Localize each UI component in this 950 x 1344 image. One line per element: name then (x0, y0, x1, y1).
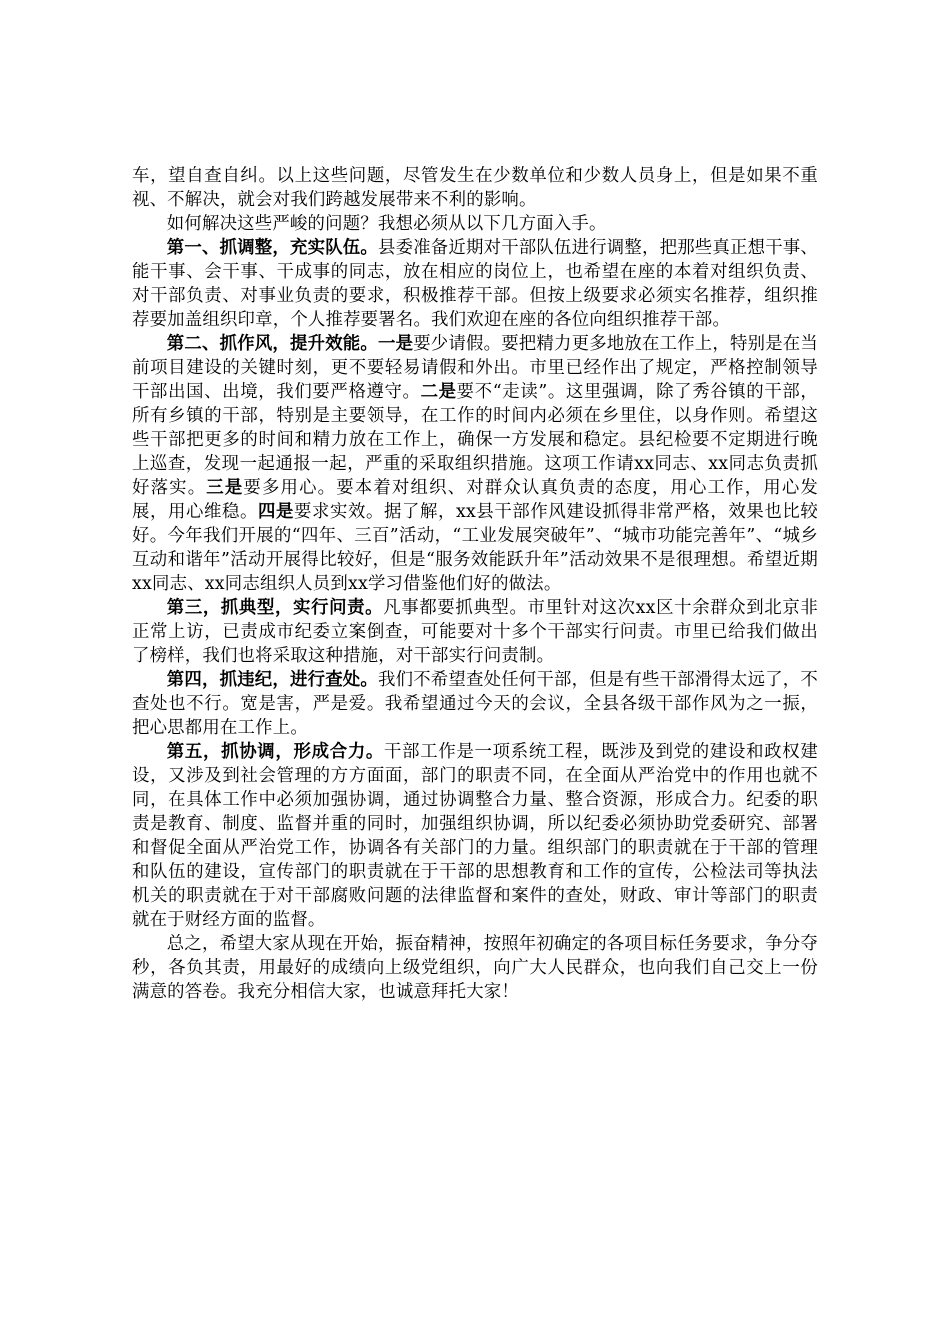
paragraph-point-two (132, 332, 818, 596)
subpoint-2-label: 二是 (420, 382, 457, 402)
paragraph-continuation: 车，望自查自纠。以上这些问题，尽管发生在少数单位和少数人员身上，但是如果不重视、不解决，就会对我们跨越发展带来不利的影响。 (132, 166, 818, 210)
point-three-heading: 第三，抓典型，实行问责。 (166, 598, 384, 618)
paragraph-point-one (132, 236, 818, 332)
point-four-heading: 第四，抓违纪，进行查处。 (166, 670, 378, 690)
point-two-heading: 第二、抓作风，提升效能。 (166, 334, 378, 354)
point-one-heading: 第一、抓调整，充实队伍。 (166, 238, 378, 258)
document-body (132, 164, 818, 1004)
subpoint-4-label: 四是 (258, 502, 294, 522)
paragraph-point-three (132, 596, 818, 668)
paragraph-point-four (132, 668, 818, 740)
subpoint-3-label: 三是 (206, 478, 244, 498)
paragraph-question: 如何解决这些严峻的问题？我想必须从以下几方面入手。 (166, 214, 607, 234)
subpoint-2-text: 要不“走读”。这里强调，除了秀谷镇的干部，所有乡镇的干部，特别是主要领导，在工作的时间内必须在乡里住，以身作则。希望这些干部把更多的时间和精力放在工作上，确保一方发展和稳定。县纪检要不定期进行晚上巡查，发现一起通报一起，严重的采取组织措施。这项工作请xx同志、xx同志负责抓好落实。 (132, 382, 818, 498)
subpoint-3-text: 要多用心。要本着对组织、对群众认真负责的态度，用心工作，用心发展，用心维稳。 (132, 478, 818, 522)
point-five-text: 干部工作是一项系统工程，既涉及到党的建设和政权建设，又涉及到社会管理的方方面面，部门的职责不同，在全面从严治党中的作用也就不同，在具体工作中必须加强协调，通过协调整合力量、整合资源，形成合力。纪委的职责是教育、制度、监督并重的同时，加强组织协调，所以纪委必须协助党委研究、部署和督促全面从严治党工作，协调各有关部门的力量。组织部门的职责就在于干部的管理和队伍的建设，宣传部门的职责就在于干部的思想教育和工作的宣传，公检法司等执法机关的职责就在于对干部腐败问题的法律监督和案件的查处，财政、审计等部门的职责就在于财经方面的监督。 (132, 742, 818, 930)
subpoint-1-label: 一是 (378, 334, 414, 354)
subpoint-4-text: 要求实效。据了解，xx县干部作风建设抓得非常严格，效果也比较好。今年我们开展的“四年、三百”活动，“工业发展突破年”、“城市功能完善年”、“城乡互动和谐年”活动开展得比较好，但是“服务效能跃升年”活动效果不是很理想。希望近期xx同志、xx同志组织人员到xx学习借鉴他们好的做法。 (132, 502, 818, 594)
paragraph-point-five (132, 740, 818, 932)
point-one-text: 县委准备近期对干部队伍进行调整，把那些真正想干事、能干事、会干事、干成事的同志，放在相应的岗位上，也希望在座的本着对组织负责、对干部负责、对事业负责的要求，积极推荐干部。但按上级要求必须实名推荐，组织推荐要加盖组织印章，个人推荐要署名。我们欢迎在座的各位向组织推荐干部。 (132, 238, 818, 330)
point-four-text: 我们不希望查处任何干部，但是有些干部滑得太远了，不查处也不行。宽是害，严是爱。我希望通过今天的会议，全县各级干部作风为之一振，把心思都用在工作上。 (132, 670, 818, 738)
paragraph-conclusion: 总之，希望大家从现在开始，振奋精神，按照年初确定的各项目标任务要求，争分夺秒，各负其责，用最好的成绩向上级党组织，向广大人民群众，也向我们自己交上一份满意的答卷。我充分相信大家，也诚意拜托大家！ (132, 934, 818, 1002)
subpoint-1-text: 要少请假。要把精力更多地放在工作上，特别是在当前项目建设的关键时刻，更不要轻易请假和外出。市里已经作出了规定，严格控制领导干部出国、出境，我们要严格遵守。 (132, 334, 818, 402)
point-five-heading: 第五，抓协调，形成合力。 (166, 742, 385, 762)
point-three-text: 凡事都要抓典型。市里针对这次xx区十余群众到北京非正常上访，已责成市纪委立案倒查，可能要对十多个干部实行问责。市里已给我们做出了榜样，我们也将采取这种措施，对干部实行问责制。 (132, 598, 818, 666)
